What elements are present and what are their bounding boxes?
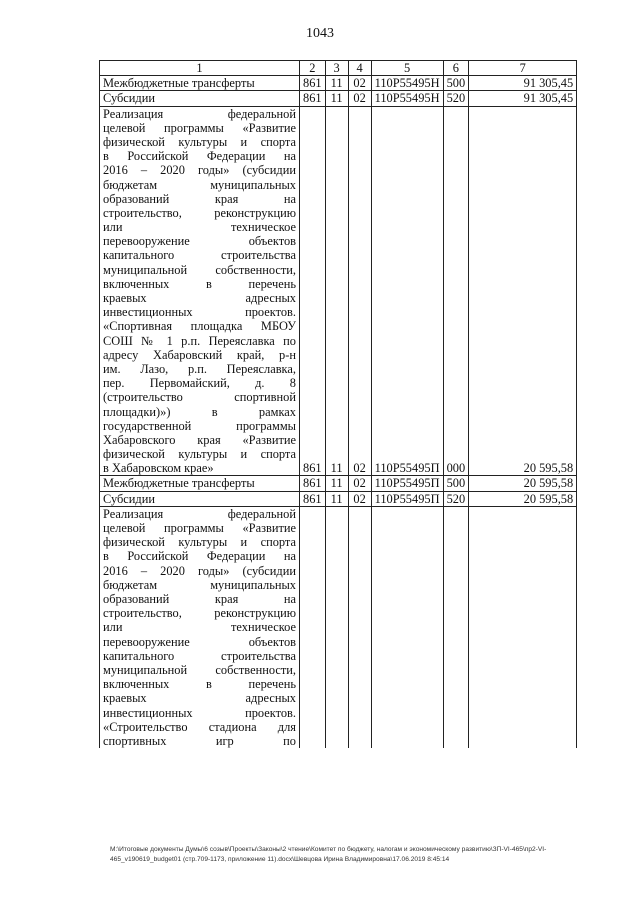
- row-col-4: 02: [348, 476, 371, 491]
- row-name: Межбюджетные трансферты: [100, 476, 300, 491]
- row-col-7: 91 305,45: [469, 91, 577, 106]
- header-col-6: 6: [443, 61, 469, 76]
- description-line: образований края на: [103, 592, 296, 607]
- header-col-1: 1: [100, 61, 300, 76]
- row-col-6: 500: [443, 476, 469, 491]
- row-col-3: 11: [325, 106, 348, 476]
- header-row: [100, 61, 577, 76]
- description-line: 2016 – 2020 годы» (субсидии: [103, 563, 296, 578]
- description-line: перевооружение объектов: [103, 634, 296, 649]
- description-line: пер. Первомайский, д. 8: [103, 376, 296, 391]
- row-name: Межбюджетные трансферты: [100, 76, 300, 91]
- row-col-3: 11: [325, 476, 348, 491]
- description-line: Реализация федеральной: [103, 106, 296, 121]
- description-line: образований края на: [103, 191, 296, 206]
- description-line: строительство, реконструкцию: [103, 205, 296, 220]
- description-line: включенных в перечень: [103, 677, 296, 692]
- description-line: «Строительство стадиона для: [103, 719, 296, 734]
- row-col-2: 861: [300, 76, 326, 91]
- row-col-6: 000: [443, 106, 469, 476]
- description-line: Хабаровского края «Развитие: [103, 432, 296, 447]
- description-line: включенных в перечень: [103, 276, 296, 291]
- description-line: адресу Хабаровский край, р-н: [103, 347, 296, 362]
- description-line: 2016 – 2020 годы» (субсидии: [103, 163, 296, 178]
- row-col-2: 861: [300, 491, 326, 506]
- description-line: или техническое: [103, 220, 296, 235]
- description-line: физической культуры и спорта: [103, 447, 296, 462]
- row-name: Субсидии: [100, 91, 300, 106]
- description-line: инвестиционных проектов.: [103, 305, 296, 320]
- table-row: [100, 106, 577, 476]
- description-line: муниципальной собственности,: [103, 262, 296, 277]
- header-col-2: 2: [300, 61, 326, 76]
- table-row: [100, 76, 577, 91]
- description-line: бюджетам муниципальных: [103, 577, 296, 592]
- description-line: в Российской Федерации на: [103, 549, 296, 564]
- description-line: Реализация федеральной: [103, 506, 296, 521]
- footer-path-line-2: 465_v190619_budget01 (стр.709-1173, приложение 11).docx\Шевцова Ирина Владимировна\17.06.2019 8:45:14: [110, 856, 450, 863]
- description-line: целевой программы «Развитие: [103, 521, 296, 536]
- description-line: государственной программы: [103, 418, 296, 433]
- row-col-5: 110Р55495П: [371, 106, 443, 476]
- description-line: в Хабаровском крае»: [103, 461, 214, 476]
- row-col-4: 02: [348, 76, 371, 91]
- row-col-5: 110Р55495П: [371, 491, 443, 506]
- row-description: [100, 106, 300, 476]
- header-col-5: 5: [371, 61, 443, 76]
- row-description: [100, 506, 300, 748]
- description-line: краевых адресных: [103, 291, 296, 306]
- description-line: строительство, реконструкцию: [103, 606, 296, 621]
- row-col-5: 110Р55495Н: [371, 91, 443, 106]
- row-col-6: 520: [443, 491, 469, 506]
- description-line: муниципальной собственности,: [103, 662, 296, 677]
- description-line: инвестиционных проектов.: [103, 705, 296, 720]
- table-row: [100, 506, 577, 748]
- document-footer: [110, 845, 610, 865]
- header-col-4: 4: [348, 61, 371, 76]
- row-col-7: 91 305,45: [469, 76, 577, 91]
- table-row: [100, 491, 577, 506]
- description-line: или техническое: [103, 620, 296, 635]
- row-col-5: 110Р55495Н: [371, 76, 443, 91]
- row-col-5: [371, 506, 443, 748]
- page-number: 1043: [306, 26, 334, 41]
- header-col-3: 3: [325, 61, 348, 76]
- table-row: [100, 476, 577, 491]
- row-col-7: 20 595,58: [469, 476, 577, 491]
- description-line: спортивных игр по: [103, 733, 296, 748]
- row-col-2: 861: [300, 106, 326, 476]
- description-line: площадки)») в рамках: [103, 404, 296, 419]
- row-col-3: 11: [325, 76, 348, 91]
- table-row: [100, 91, 577, 106]
- row-col-3: 11: [325, 491, 348, 506]
- budget-table: [99, 60, 577, 748]
- row-col-4: 02: [348, 106, 371, 476]
- description-line: им. Лазо, р.п. Переяславка,: [103, 361, 296, 376]
- row-col-4: 02: [348, 491, 371, 506]
- description-line: целевой программы «Развитие: [103, 120, 296, 135]
- row-col-5: 110Р55495П: [371, 476, 443, 491]
- row-col-4: [348, 506, 371, 748]
- row-col-2: [300, 506, 326, 748]
- row-col-4: 02: [348, 91, 371, 106]
- description-line: бюджетам муниципальных: [103, 177, 296, 192]
- row-col-7: [469, 506, 577, 748]
- description-line: физической культуры и спорта: [103, 535, 296, 550]
- row-col-3: 11: [325, 91, 348, 106]
- description-line: СОШ № 1 р.п. Переяславка по: [103, 333, 296, 348]
- description-line: в Российской Федерации на: [103, 149, 296, 164]
- row-col-3: [325, 506, 348, 748]
- row-col-6: 500: [443, 76, 469, 91]
- row-col-6: [443, 506, 469, 748]
- description-line: «Спортивная площадка МБОУ: [103, 319, 296, 334]
- row-col-7: 20 595,58: [469, 106, 577, 476]
- description-line: перевооружение объектов: [103, 234, 296, 249]
- header-col-7: 7: [469, 61, 577, 76]
- row-col-7: 20 595,58: [469, 491, 577, 506]
- description-line: (строительство спортивной: [103, 390, 296, 405]
- description-line: капитального строительства: [103, 248, 296, 263]
- row-col-2: 861: [300, 91, 326, 106]
- description-line: физической культуры и спорта: [103, 134, 296, 149]
- description-line: краевых адресных: [103, 691, 296, 706]
- description-line: капитального строительства: [103, 648, 296, 663]
- row-name: Субсидии: [100, 491, 300, 506]
- row-col-2: 861: [300, 476, 326, 491]
- row-col-6: 520: [443, 91, 469, 106]
- footer-path-line-1: М:\Итоговые документы Думы\6 созыв\Проекты\Законы\2 чтение\Комитет по бюджету, налогам и экономическому развитию\ЗП-VI-465\пр2-VI-: [110, 846, 547, 853]
